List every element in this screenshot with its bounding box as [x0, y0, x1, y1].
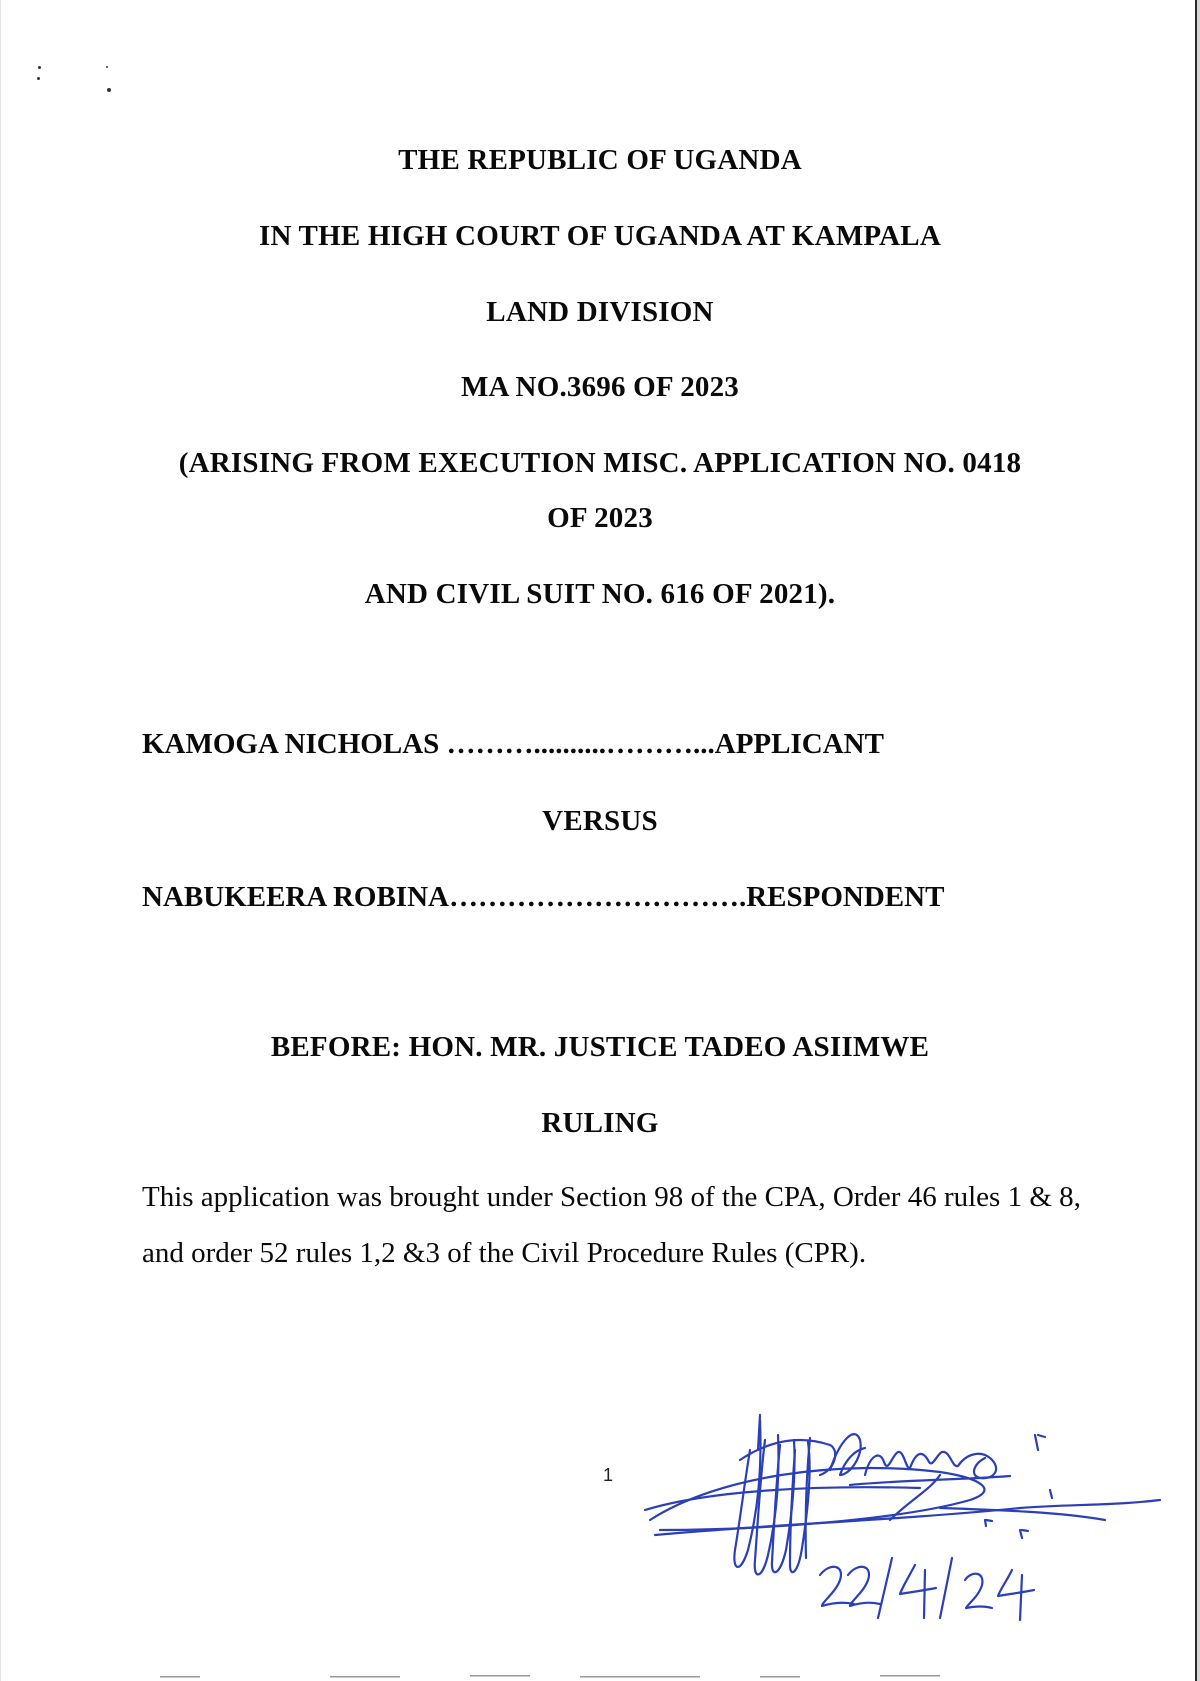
scan-speck	[38, 66, 41, 69]
respondent-line: NABUKEERA ROBINA………………………….RESPONDENT	[142, 881, 945, 913]
heading-arising-from-year: OF 2023	[547, 502, 653, 534]
heading-court: IN THE HIGH COURT OF UGANDA AT KAMPALA	[259, 220, 941, 252]
applicant-line: KAMOGA NICHOLAS ………..........………...APPLICANT	[142, 728, 884, 760]
versus-label: VERSUS	[542, 805, 658, 837]
judge-signature	[640, 1380, 1200, 1630]
scan-speck	[106, 66, 108, 68]
heading-republic: THE REPUBLIC OF UGANDA	[398, 144, 802, 176]
scan-speck	[107, 88, 111, 92]
heading-civil-suit: AND CIVIL SUIT NO. 616 OF 2021).	[364, 578, 836, 610]
page-number: 1	[603, 1465, 614, 1485]
heading-division: LAND DIVISION	[486, 296, 714, 328]
ruling-title: RULING	[541, 1107, 659, 1139]
body-paragraph: This application was brought under Section 98 of the CPA, Order 46 rules 1 & 8, and order 52 rules 1,2 &3 of the Civil Procedure Rules (CPR).	[142, 1181, 1081, 1269]
scan-speck	[37, 77, 40, 80]
heading-case-number: MA NO.3696 OF 2023	[460, 371, 739, 403]
bench-before: BEFORE: HON. MR. JUSTICE TADEO ASIIMWE	[270, 1031, 930, 1063]
heading-arising-from: (ARISING FROM EXECUTION MISC. APPLICATION NO. 0418	[178, 447, 1022, 479]
scan-artifact-bottom	[0, 1668, 1200, 1681]
